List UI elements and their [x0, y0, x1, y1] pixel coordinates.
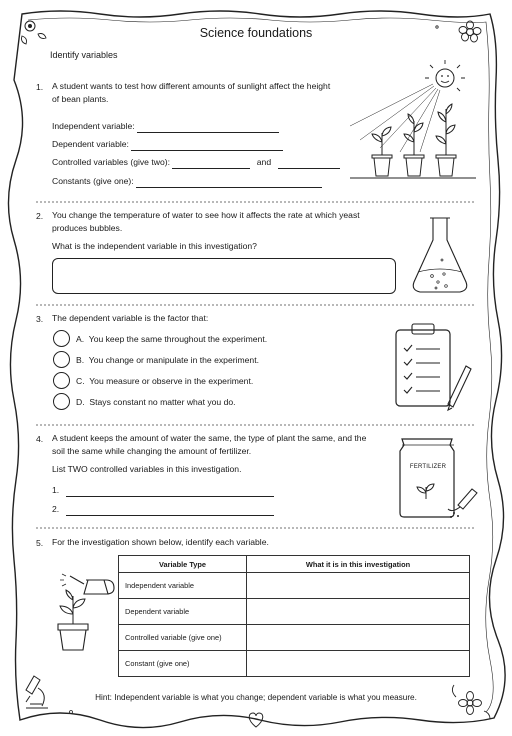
clipboard-icon — [392, 322, 476, 414]
table-row — [119, 651, 470, 677]
q4-text — [52, 432, 366, 458]
table-header-variable-type: Variable Type — [119, 556, 247, 573]
q1-independent-row — [52, 120, 279, 133]
q4-text-line1: A student keeps the amount of water the same, the type of plant the same, and the — [52, 433, 367, 443]
q4-answer-line-2[interactable] — [66, 506, 274, 516]
q5-text: For the investigation shown below, identify each variable. — [52, 537, 269, 547]
q1-number: 1. — [36, 82, 44, 92]
flower-bottom-right-icon — [452, 685, 490, 719]
q1-independent-answer-line[interactable] — [137, 123, 279, 133]
q2-text-line1: You change the temperature of water to see how it affects the rate at which yeast — [52, 210, 360, 220]
q3-option-c-radio[interactable] — [53, 372, 70, 389]
divider — [36, 201, 476, 203]
q3-option-a-text: You keep the same throughout the experiment. — [88, 334, 268, 344]
microscope-icon — [26, 676, 48, 708]
q3-option-d-radio[interactable] — [53, 393, 70, 410]
q1-text — [52, 80, 330, 106]
q3-option-b-radio[interactable] — [53, 351, 70, 368]
q1-constants-row — [52, 175, 322, 188]
plant-watering-can-illustration — [44, 562, 118, 652]
q4-item-2-label: 2. — [52, 504, 60, 514]
table-row — [119, 573, 470, 599]
q5-number: 5. — [36, 538, 44, 548]
page-title: Science foundations — [199, 26, 313, 40]
q3-option-d-text: Stays constant no matter what you do. — [89, 397, 236, 407]
q3-option-b-letter: B. — [76, 355, 85, 365]
table-answer-cell[interactable] — [247, 599, 470, 625]
q3-option-c — [76, 376, 253, 386]
table-row — [119, 599, 470, 625]
q3-option-c-text: You measure or observe in the experiment. — [89, 376, 254, 386]
q2-question: What is the independent variable in this investigation? — [52, 241, 257, 251]
table-row-label: Controlled variable (give one) — [119, 625, 247, 651]
q1-dependent-label: Dependent variable: — [52, 139, 129, 149]
q1-independent-label: Independent variable: — [52, 121, 135, 131]
q4-answer-row-2 — [52, 503, 274, 516]
q3-number: 3. — [36, 314, 44, 324]
q4-answer-row-1 — [52, 484, 274, 497]
q1-controlled-label: Controlled variables (give two): — [52, 157, 170, 167]
q4-text-line2: soil the same while changing the amount of fertilizer. — [52, 446, 252, 456]
q3-option-d — [76, 397, 236, 407]
q1-controlled-answer-line-1[interactable] — [172, 159, 250, 169]
q3-option-b-text: You change or manipulate in the experiment. — [88, 355, 259, 365]
q4-question: List TWO controlled variables in this investigation. — [52, 464, 242, 474]
q2-number: 2. — [36, 211, 44, 221]
table-row-label: Constant (give one) — [119, 651, 247, 677]
divider — [36, 527, 476, 529]
q4-number: 4. — [36, 434, 44, 444]
fertilizer-bag-illustration — [396, 433, 482, 521]
hint-text: Hint: Independent variable is what you change; dependent variable is what you measure. — [95, 693, 417, 702]
divider — [36, 424, 476, 426]
q3-option-d-letter: D. — [76, 397, 85, 407]
q3-option-a-letter: A. — [76, 334, 85, 344]
table-answer-cell[interactable] — [247, 651, 470, 677]
q1-and-word: and — [256, 157, 272, 167]
q1-dependent-row — [52, 138, 283, 151]
table-row — [119, 625, 470, 651]
table-row-label: Independent variable — [119, 573, 247, 599]
q3-option-a — [76, 334, 267, 344]
divider — [36, 304, 476, 306]
q1-text-line2: of bean plants. — [52, 94, 109, 104]
q3-option-c-letter: C. — [76, 376, 85, 386]
q4-item-1-label: 1. — [52, 485, 60, 495]
q2-text — [52, 209, 360, 235]
plant-pot-icon — [350, 104, 476, 178]
table-answer-cell[interactable] — [247, 625, 470, 651]
variables-table — [118, 555, 470, 677]
q1-text-line1: A student wants to test how different amounts of sunlight affect the height — [52, 81, 331, 91]
table-header-row — [119, 556, 470, 573]
q3-option-a-radio[interactable] — [53, 330, 70, 347]
q3-option-b — [76, 355, 259, 365]
table-answer-cell[interactable] — [247, 573, 470, 599]
q1-controlled-answer-line-2[interactable] — [278, 159, 340, 169]
table-row-label: Dependent variable — [119, 599, 247, 625]
q1-controlled-row — [52, 156, 340, 169]
q4-answer-line-1[interactable] — [66, 487, 274, 497]
q1-dependent-answer-line[interactable] — [131, 141, 283, 151]
fertilizer-bag-label: FERTILIZER — [409, 464, 447, 470]
sun-plants-illustration — [350, 60, 480, 180]
q3-text: The dependent variable is the factor that: — [52, 313, 209, 323]
q1-constants-label: Constants (give one): — [52, 176, 134, 186]
flask-icon — [410, 216, 470, 300]
page-subtitle: Identify variables — [50, 50, 118, 60]
q2-text-line2: produces bubbles. — [52, 223, 123, 233]
sun-icon — [350, 60, 465, 152]
q2-answer-box[interactable] — [52, 258, 396, 294]
q1-constants-answer-line[interactable] — [136, 178, 322, 188]
table-header-what-it-is: What it is in this investigation — [247, 556, 470, 573]
